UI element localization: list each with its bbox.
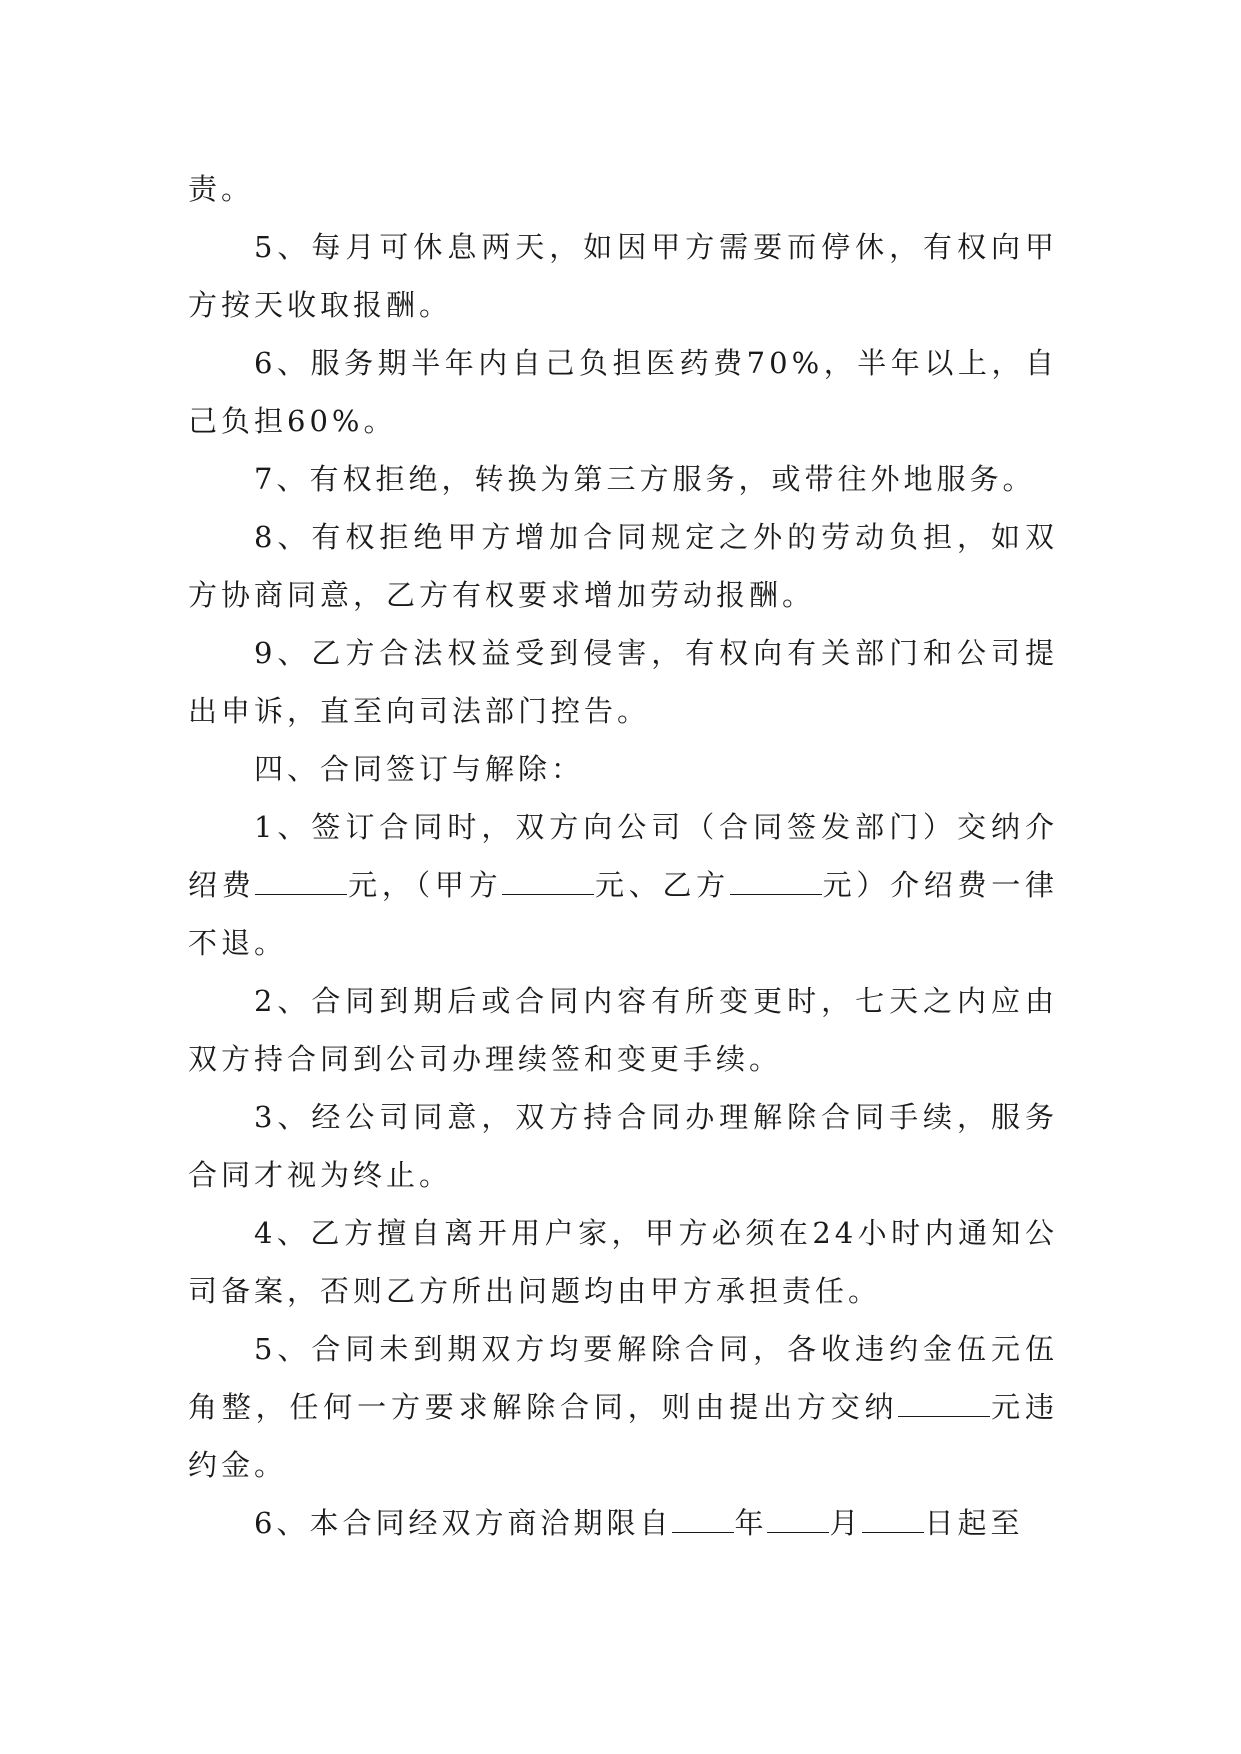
clause-refuse-extra-labor: 8、有权拒绝甲方增加合同规定之外的劳动负担，如双方协商同意，乙方有权要求增加劳动报酬。 xyxy=(188,520,1058,612)
blank-field xyxy=(767,1504,829,1533)
clause-text: 1、签订合同时，双方向公司（合同签发部门）交纳介绍费 xyxy=(188,810,1058,902)
section-heading-sign-terminate: 四、合同签订与解除： xyxy=(254,752,585,786)
clause-termination: 3、经公司同意，双方持合同办理解除合同手续，服务合同才视为终止。 xyxy=(188,1100,1058,1192)
clause-text: 元、乙方 xyxy=(594,868,730,902)
blank-field xyxy=(502,866,594,895)
clause-unauthorized-leave: 4、乙方擅自离开用户家，甲方必须在24小时内通知公司备案，否则乙方所出问题均由甲方承担责任。 xyxy=(188,1216,1058,1308)
clause-text: 6、本合同经双方商洽期限自 xyxy=(254,1506,673,1540)
clause-renewal: 2、合同到期后或合同内容有所变更时，七天之内应由双方持合同到公司办理续签和变更手续。 xyxy=(188,984,1058,1076)
blank-field xyxy=(898,1388,990,1417)
clause-medical-fees: 6、服务期半年内自己负担医药费70%，半年以上，自己负担60%。 xyxy=(188,346,1058,438)
clause-refuse-transfer: 7、有权拒绝，转换为第三方服务，或带往外地服务。 xyxy=(254,462,1036,496)
clause-text: 元，（甲方 xyxy=(347,868,503,902)
clause-text: 元违约金。 xyxy=(188,1390,1058,1482)
clause-complaint-rights: 9、乙方合法权益受到侵害，有权向有关部门和公司提出申诉，直至向司法部门控告。 xyxy=(188,636,1058,728)
clause-text: 年 xyxy=(734,1506,768,1540)
clause-text: 日起至 xyxy=(924,1506,1024,1540)
blank-field xyxy=(255,866,347,895)
contract-text xyxy=(188,160,1058,1552)
clause-text: 元）介绍费一律不退。 xyxy=(188,868,1058,960)
clause-rest-days: 5、每月可休息两天，如因甲方需要而停休，有权向甲方按天收取报酬。 xyxy=(188,230,1058,322)
blank-field xyxy=(862,1504,924,1533)
blank-field xyxy=(730,866,822,895)
clause-text: 月 xyxy=(829,1506,863,1540)
clause-term-period xyxy=(188,1494,1058,1552)
paragraph-fragment: 责。 xyxy=(188,172,255,206)
clause-intro-fee xyxy=(188,798,1058,972)
clause-penalty xyxy=(188,1320,1058,1494)
blank-field xyxy=(672,1504,734,1533)
clause-text: 5、合同未到期双方均要解除合同，各收违约金伍元伍角整，任何一方要求解除合同，则由提出方交纳 xyxy=(188,1332,1058,1424)
